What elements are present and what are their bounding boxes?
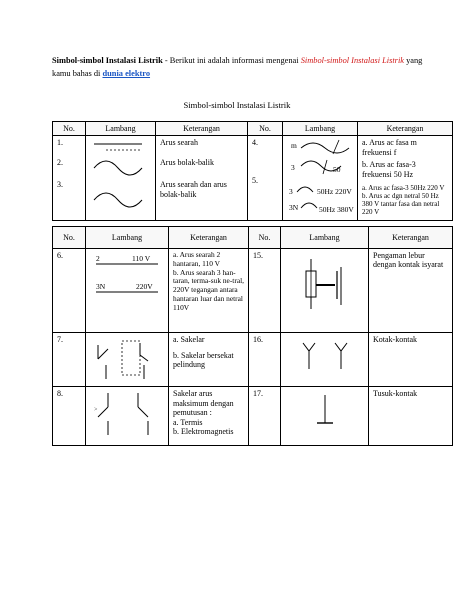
- intro-title: Simbol-simbol Instalasi Listrik: [52, 56, 163, 65]
- socket-icon-2: [335, 343, 347, 351]
- ac-wave-icon: [94, 161, 142, 175]
- t2-row8-desc-intro: Sakelar arus maksimum dengan pemutusan :: [173, 389, 234, 417]
- ac-wave-icon-2: [94, 193, 142, 207]
- intro-paragraph: [52, 54, 432, 80]
- socket-icon: [303, 343, 315, 351]
- symbol-label-3n-b: 3N: [96, 282, 106, 291]
- symbols-table-2: [52, 226, 453, 446]
- t1-row3-no2: 5.: [252, 176, 258, 185]
- t2-header-lambang: Lambang: [86, 227, 169, 249]
- symbol-label-220v: 220V: [136, 282, 153, 291]
- fuse-signal-contact-symbol: [281, 249, 369, 332]
- t2-row6-desc: [169, 249, 249, 333]
- t1-header-lambang: Lambang: [86, 122, 156, 136]
- t2-row7-no: 7.: [53, 333, 86, 387]
- t2-header-keterangan: Keterangan: [169, 227, 249, 249]
- table-row: [53, 333, 453, 387]
- t2-row6-desc-b: b. Arus searah 3 han-taran, terma-suk ne-tral, 220V tegangan antara hantaran luar dan netral 110V: [173, 267, 244, 312]
- t2-header-lambang-2: Lambang: [281, 227, 369, 249]
- phase-tick-icon-2: [323, 160, 327, 174]
- t1-desc2-b: [358, 158, 452, 182]
- t1-no-cell: [53, 136, 86, 221]
- t1-header-no: No.: [53, 122, 86, 136]
- intro-red-link[interactable]: Simbol-simbol Instalasi Listrik: [300, 56, 404, 65]
- phase-tick-icon: [333, 140, 339, 154]
- ac-wave-5b-icon: [301, 203, 317, 208]
- t2-row6-symbol: [86, 249, 169, 333]
- t1-row2-desc: Arus bolak-balik: [160, 158, 214, 167]
- intro-blue-link[interactable]: dunia elektro: [102, 69, 151, 78]
- symbol-label-110v: 110 V: [132, 254, 151, 263]
- socket-outlet-symbol: [281, 333, 369, 386]
- t2-header-no-2: No.: [249, 227, 281, 249]
- symbols-table-1: [52, 121, 453, 221]
- t2-row7-desc: [169, 333, 249, 387]
- symbol-label-50: 50: [333, 165, 341, 174]
- t2-row7-symbol: [86, 333, 169, 387]
- t2-row17-no: 17.: [249, 387, 281, 446]
- t2-row8-desc-a: a. Termis: [173, 417, 203, 427]
- switch-symbols: [86, 333, 169, 386]
- ac-wave-5a-icon: [297, 187, 313, 192]
- t1-desc2-c-line1: a. Arus ac fasa-3 50Hz 220 V: [362, 184, 445, 192]
- t1-desc2-a-line2: frekuensi f: [362, 147, 397, 157]
- t2-row16-symbol: [281, 333, 369, 387]
- t2-row8-symbol: [86, 387, 169, 446]
- t1-desc2-a-line1: a. Arus ac fasa m: [362, 138, 417, 147]
- t1-row2-no: 2.: [57, 158, 63, 167]
- table-row: [53, 249, 453, 333]
- t1-header-keterangan-2: Keterangan: [358, 122, 453, 136]
- symbol-label-3: 3: [291, 163, 295, 172]
- t1-header-lambang-2: Lambang: [283, 122, 358, 136]
- t1-row1-no2: 4.: [252, 138, 258, 147]
- t1-header-no-2: No.: [248, 122, 283, 136]
- thermal-mark-icon: >: [94, 407, 98, 413]
- t2-row7-desc-b: b. Sakelar bersekat pelindung: [173, 350, 234, 369]
- page-heading: Simbol-simbol Instalasi Listrik: [183, 100, 291, 110]
- t1-desc-left: [156, 136, 248, 221]
- t1-row1-no: 1.: [57, 138, 63, 147]
- t2-row8-desc-b: b. Elektromagnetis: [173, 427, 234, 436]
- t2-row16-no: 16.: [249, 333, 281, 387]
- t2-row6-no: 6.: [53, 249, 86, 333]
- symbol-label-2: 2: [96, 254, 100, 263]
- t1-no-cell-2: [248, 136, 283, 221]
- table-row: [53, 136, 453, 221]
- symbol-label-3-b: 3: [289, 187, 293, 196]
- intro-text-2: yang kamu bahas di: [52, 56, 423, 78]
- t1-desc2-b-line1: b. Arus ac fasa-3: [362, 160, 416, 169]
- t1-row3-no: 3.: [57, 180, 63, 189]
- ac-wave-m-icon: [301, 143, 349, 153]
- symbol-label-3n: 3N: [289, 203, 299, 212]
- t2-header-no: No.: [53, 227, 86, 249]
- t2-row6-desc-a: a. Arus searah 2 hantaran, 110 V: [173, 250, 221, 268]
- t1-desc-right: [358, 136, 453, 221]
- intro-text-1: - Berikut ini adalah informasi mengenai: [162, 56, 301, 65]
- t1-left-symbol-drawing: [86, 136, 156, 220]
- symbol-label-50hz-380v: 50Hz 380V: [319, 205, 354, 214]
- t1-desc2-b-line2: frekuensi 50 Hz: [362, 169, 414, 179]
- table-row: [53, 387, 453, 446]
- symbol-label-m: m: [291, 141, 297, 150]
- plug-symbol: [281, 387, 369, 445]
- t2-row15-symbol: [281, 249, 369, 333]
- t2-row16-desc: Kotak-kontak: [369, 333, 453, 387]
- t2-row15-no: 15.: [249, 249, 281, 333]
- t1-header-keterangan: Keterangan: [156, 122, 248, 136]
- t1-row1-desc: Arus searah: [160, 138, 198, 147]
- t2-row7-desc-a: a. Sakelar: [173, 335, 205, 344]
- t2-row8-no: 8.: [53, 387, 86, 446]
- t2-row8-desc: [169, 387, 249, 446]
- t1-symbols-left: [86, 136, 156, 221]
- t1-symbols-right: [283, 136, 358, 221]
- dc-two-wire-symbol: [86, 249, 169, 332]
- t1-desc2-c: [358, 182, 452, 218]
- t1-desc2-a: [358, 136, 452, 158]
- t1-row3-desc: Arus searah dan arus bolak-balik: [160, 180, 227, 199]
- overcurrent-switch-symbols: [86, 387, 169, 445]
- t1-desc2-c-line2: b. Arus ac dgn netral 50 Hz 380 V tantar fasa dan netral 220 V: [362, 192, 440, 216]
- t2-row17-desc: Tusuk-kontak: [369, 387, 453, 446]
- t2-row15-desc: Pengaman lebur dengan kontak isyarat: [369, 249, 453, 333]
- shield-box-icon: [122, 341, 140, 375]
- t1-right-symbol-drawing: [283, 136, 358, 220]
- t2-header-keterangan-2: Keterangan: [369, 227, 453, 249]
- symbol-label-50hz-220v: 50Hz 220V: [317, 187, 352, 196]
- t2-row17-symbol: [281, 387, 369, 446]
